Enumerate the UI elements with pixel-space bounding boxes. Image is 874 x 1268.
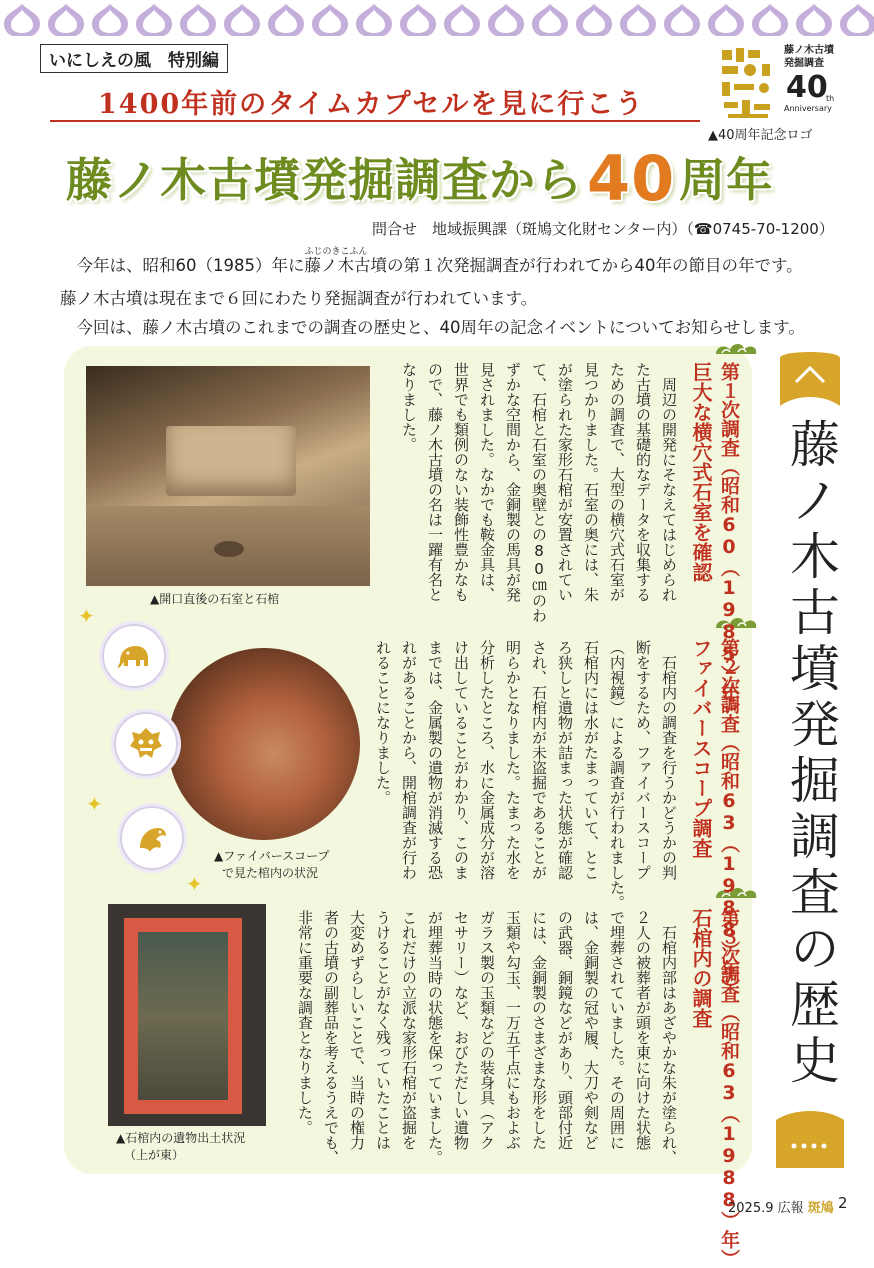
section3-line: には、金銅製のさまざまな形をした bbox=[530, 910, 548, 1150]
headline-post: 周年 bbox=[679, 153, 774, 207]
section1-line: が塗られた家形石棺が安置されてい bbox=[556, 362, 574, 602]
section3-line: は、金銅製の冠や履、大刀や剣など bbox=[582, 910, 600, 1150]
photo2-caption bbox=[214, 848, 330, 882]
phoenix-icon bbox=[120, 806, 184, 870]
intro-line-3: 今回は、藤ノ木古墳のこれまでの調査の歴史と、40周年の記念イベントについてお知らせします。 bbox=[60, 318, 805, 337]
photo3-caption-l2: （上が東） bbox=[124, 1148, 185, 1162]
section1-line: ための調査で、大型の横穴式石室が bbox=[608, 362, 626, 602]
section2-line: 石棺内には水がたまっていて、とこ bbox=[582, 640, 600, 880]
section1-heading-2: 巨大な横穴式石室を確認 bbox=[689, 362, 713, 582]
headline-number: 40 bbox=[587, 142, 676, 215]
intro-line-2: 藤ノ木古墳は現在まで６回にわたり発掘調査が行われています。 bbox=[60, 289, 538, 308]
section3-line: 者の古墳の副葬品を考えるうえでも、 bbox=[322, 910, 340, 1165]
logo-anniversary: Anniversary bbox=[784, 104, 832, 113]
footer bbox=[728, 1197, 834, 1216]
section1-line: ずかな空間から、金銅製の馬具が発 bbox=[504, 362, 522, 602]
series-tag: いにしえの風 特別編 bbox=[40, 44, 228, 73]
section1-line: ので、藤ノ木古墳の名は一躍有名と bbox=[426, 362, 444, 602]
section2-line: され、石棺内が未盗掘であることが bbox=[530, 640, 548, 880]
footer-issue: 2025.9 bbox=[728, 1201, 774, 1216]
section3-line: の武器、銅鏡などがあり、頭部付近 bbox=[556, 910, 574, 1150]
coffin-interior-photo bbox=[108, 904, 266, 1126]
section1-line: 見つかりました。石室の奥には、朱 bbox=[582, 362, 600, 602]
stone-chamber-photo bbox=[86, 366, 370, 586]
photo1-caption: ▲開口直後の石室と石棺 bbox=[150, 592, 280, 606]
section2-body bbox=[368, 640, 682, 910]
headline-pre: 藤ノ木古墳発掘調査から bbox=[66, 153, 583, 207]
section1-heading-1: 第１次調査（昭和60（1985）年） bbox=[718, 362, 740, 722]
section3-line: 非常に重要な調査となりました。 bbox=[296, 910, 314, 1135]
contact-info: 問合せ 地域振興課（斑鳩文化財センター内）（☎0745-70-1200） bbox=[372, 220, 834, 238]
section2-line: れがあることから、開棺調査が行わ bbox=[400, 640, 418, 880]
section3-line: 石棺内部はあざやかな朱が塗られ、 bbox=[660, 910, 678, 1165]
side-title: 藤ノ木古墳発掘調査の歴史 bbox=[782, 418, 840, 1090]
footer-label: 広報 bbox=[777, 1201, 804, 1216]
section3-body bbox=[290, 910, 682, 1165]
sparkle-icon: ✦ bbox=[78, 604, 95, 628]
logo-text-1: 藤ノ木古墳 bbox=[784, 45, 834, 56]
sparkle-icon: ✦ bbox=[86, 792, 103, 816]
section1-line: た古墳の基礎的なデータを収集する bbox=[634, 362, 652, 602]
logo-th: th bbox=[826, 94, 835, 103]
section2-heading-1: 第２次調査（昭和63（1988）年） bbox=[718, 638, 740, 998]
section1-line: 周辺の開発にそなえてはじめられ bbox=[660, 362, 678, 602]
footer-publication: 斑鳩 bbox=[807, 1201, 834, 1216]
cloud-ornament-icon bbox=[712, 338, 760, 360]
section3-line: ガラス製の玉類などの装身具（アク bbox=[478, 910, 496, 1150]
subtitle-underline bbox=[50, 120, 700, 122]
intro-ruby-text: ふじのきこふん bbox=[304, 247, 368, 257]
section2-line: ろ狭しと遺物が詰まった状態が確認 bbox=[556, 640, 574, 880]
top-decorative-band bbox=[0, 0, 874, 44]
section3-line: で埋葬されていました。その周囲に bbox=[608, 910, 626, 1150]
section3-heading-2: 石棺内の調査 bbox=[689, 908, 713, 1028]
section2-line: け出していることがわかり、このま bbox=[452, 640, 470, 880]
sparkle-icon: ✦ bbox=[186, 872, 203, 896]
section1-line: なりました。 bbox=[400, 362, 418, 452]
elephant-icon bbox=[102, 624, 166, 688]
logo-40: 40 bbox=[786, 70, 828, 105]
intro-line-1b: の第１次発掘調査が行われてから40年の節目の年です。 bbox=[387, 256, 803, 275]
photo2-caption-l1: ▲ファイバースコープ bbox=[214, 849, 330, 863]
section3-line: ２人の被葬者が頭を東に向けた状態 bbox=[634, 910, 652, 1150]
section3-line: これだけの立派な家形石棺が盗掘を bbox=[400, 910, 418, 1150]
section2-line: れることになりました。 bbox=[374, 640, 392, 805]
anniversary-logo bbox=[718, 42, 848, 130]
logo-caption: ▲40周年記念ロゴ bbox=[708, 128, 813, 143]
section2-line: 石棺内の調査を行うかどうかの判 bbox=[660, 640, 678, 880]
section2-line: 分析したところ、水に金属成分が溶 bbox=[478, 640, 496, 880]
intro-line-1 bbox=[60, 247, 803, 276]
section1-line: て、石棺と石室の奥壁との80㎝のわ bbox=[530, 362, 548, 623]
photo3-caption-l1: ▲石棺内の遺物出土状況 bbox=[116, 1131, 246, 1145]
logo-emblem-icon bbox=[718, 44, 782, 124]
logo-text-2: 発掘調査 bbox=[784, 58, 824, 69]
section3-line: 大変めずらしいことで、当時の権力 bbox=[348, 910, 366, 1150]
page-number: 2 bbox=[838, 1194, 848, 1212]
section3-line: 玉類や勾玉、一万五千点にもおよぶ bbox=[504, 910, 522, 1150]
section3-line: セサリー）など、おびただしい遺物 bbox=[452, 910, 470, 1150]
section2-line: （内視鏡）による調査が行われました。 bbox=[608, 640, 626, 910]
photo3-caption bbox=[116, 1130, 245, 1164]
fiberscope-photo bbox=[168, 648, 360, 840]
photo2-caption-l2: で見た棺内の状況 bbox=[222, 866, 319, 880]
section2-line: 断をするため、ファイバースコープ bbox=[634, 640, 652, 880]
section1-line: 見されました。なかでも鞍金具は、 bbox=[478, 362, 496, 602]
section1-body bbox=[394, 362, 682, 623]
section3-line: が埋葬当時の状態を保っていました。 bbox=[426, 910, 444, 1165]
section3-heading-1: 第３次調査（昭和63（1988）年） bbox=[718, 908, 740, 1268]
article-subtitle: 1400年前のタイムカプセルを見に行こう bbox=[98, 89, 645, 120]
intro-ruby-base: 藤ノ木古墳 bbox=[304, 256, 387, 275]
intro-line-1a: 今年は、昭和60（1985）年に bbox=[60, 256, 305, 275]
section1-line: 世界でも類例のない装飾性豊かなも bbox=[452, 362, 470, 602]
section2-line: 明らかとなりました。たまった水を bbox=[504, 640, 522, 880]
section3-line: うけることがなく残っていたことは bbox=[374, 910, 392, 1150]
section2-line: までは、金属製の遺物が消滅する恐 bbox=[426, 640, 444, 880]
mask-icon bbox=[114, 712, 178, 776]
article-headline bbox=[66, 138, 774, 215]
intro-ruby bbox=[304, 247, 388, 275]
section2-heading-2: ファイバースコープ調査 bbox=[689, 638, 713, 858]
